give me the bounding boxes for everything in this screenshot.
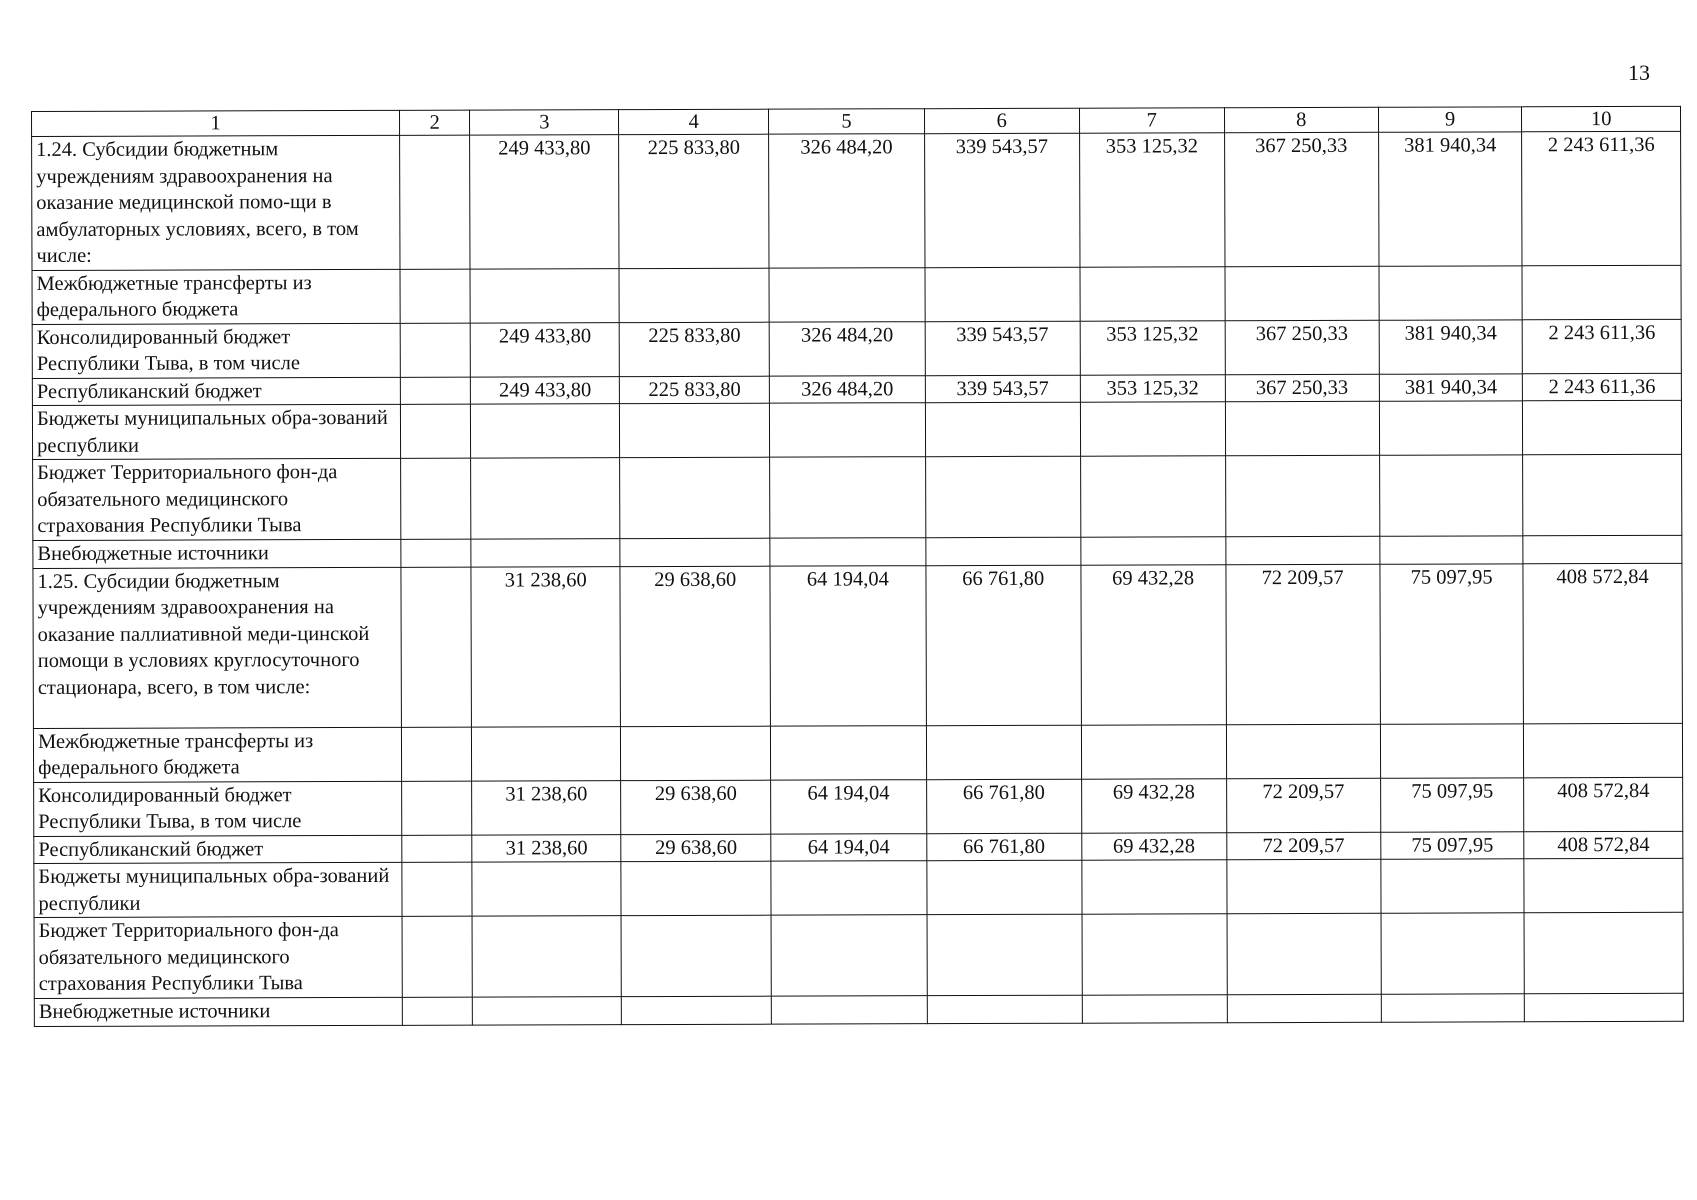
value-cell: 408 572,84	[1524, 777, 1683, 831]
value-cell: 339 543,57	[925, 321, 1080, 375]
value-cell	[402, 835, 472, 863]
column-header: 8	[1224, 107, 1378, 132]
value-cell	[622, 996, 772, 1024]
value-cell: 367 250,33	[1225, 374, 1379, 402]
column-header: 4	[619, 109, 769, 134]
value-cell	[1523, 400, 1682, 454]
value-cell	[1081, 537, 1226, 565]
column-header: 7	[1079, 108, 1224, 133]
value-cell: 225 833,80	[619, 322, 769, 376]
value-cell: 2 243 611,36	[1523, 373, 1682, 401]
column-header: 2	[400, 110, 470, 135]
value-cell	[402, 727, 472, 781]
value-cell: 31 238,60	[472, 780, 621, 834]
value-cell	[402, 916, 472, 997]
value-cell	[1226, 724, 1380, 778]
value-cell	[1522, 265, 1681, 319]
row-label-cell: Внебюджетные источники	[33, 539, 401, 568]
value-cell: 249 433,80	[471, 376, 620, 404]
row-label-cell: Бюджет Территориального фон-да обязательного медицинского страхования Республики Тыва	[34, 916, 402, 998]
value-cell: 75 097,95	[1380, 777, 1524, 831]
value-cell	[620, 457, 770, 538]
value-cell	[771, 915, 927, 996]
value-cell: 66 761,80	[926, 833, 1081, 861]
value-cell	[1381, 913, 1525, 994]
value-cell	[473, 997, 622, 1025]
column-header: 3	[470, 110, 619, 135]
value-cell	[401, 539, 471, 567]
value-cell: 66 761,80	[926, 779, 1081, 833]
value-cell	[771, 861, 926, 915]
table-row	[32, 131, 1681, 270]
value-cell	[401, 404, 471, 458]
table-row	[34, 831, 1683, 864]
value-cell: 31 238,60	[471, 566, 620, 726]
value-cell: 2 243 611,36	[1523, 319, 1682, 373]
value-cell	[770, 457, 926, 538]
value-cell	[925, 402, 1080, 456]
value-cell	[472, 916, 621, 997]
column-header: 10	[1522, 106, 1681, 131]
value-cell: 75 097,95	[1381, 831, 1525, 859]
value-cell: 64 194,04	[771, 833, 926, 861]
value-cell: 326 484,20	[770, 375, 925, 403]
value-cell	[471, 539, 620, 567]
value-cell	[1524, 912, 1683, 993]
value-cell: 381 940,34	[1379, 319, 1523, 373]
row-label-cell: Межбюджетные трансферты из федерального бюджета	[32, 269, 400, 324]
row-label-cell: Республиканский бюджет	[32, 377, 400, 406]
column-header: 5	[769, 109, 924, 134]
row-label-cell: Республиканский бюджет	[34, 835, 402, 864]
value-cell	[401, 458, 471, 539]
value-cell	[471, 458, 620, 539]
value-cell: 69 432,28	[1082, 832, 1227, 860]
value-cell	[619, 268, 769, 322]
value-cell	[1080, 402, 1225, 456]
value-cell: 225 833,80	[620, 376, 770, 404]
value-cell	[1380, 723, 1524, 777]
value-cell	[1524, 858, 1683, 912]
value-cell	[1226, 859, 1380, 913]
table-row	[34, 912, 1683, 998]
row-label-cell: 1.24. Субсидии бюджетным учреждениям здравоохранения на оказание медицинской помо-щи в амбулаторных условиях, всего, в том числе:	[32, 135, 401, 270]
value-cell	[925, 267, 1080, 321]
value-cell	[402, 862, 472, 916]
value-cell: 72 209,57	[1226, 778, 1380, 832]
value-cell	[925, 456, 1081, 537]
value-cell: 31 238,60	[472, 834, 621, 862]
value-cell: 72 209,57	[1225, 564, 1380, 724]
value-cell: 381 940,34	[1379, 373, 1523, 401]
value-cell	[770, 538, 925, 566]
value-cell: 381 940,34	[1378, 132, 1522, 266]
value-cell	[621, 915, 771, 996]
value-cell: 75 097,95	[1380, 563, 1524, 723]
value-cell	[400, 323, 470, 377]
value-cell	[1225, 266, 1379, 320]
value-cell	[620, 403, 770, 457]
value-cell: 69 432,28	[1081, 564, 1226, 724]
column-header: 6	[924, 108, 1079, 133]
row-label-cell: Консолидированный бюджет Республики Тыва, в том числе	[32, 323, 400, 378]
row-label-cell: Межбюджетные трансферты из федерального бюджета	[33, 727, 401, 782]
budget-table	[31, 106, 1684, 1027]
value-cell	[400, 135, 471, 269]
value-cell	[402, 781, 472, 835]
value-cell	[1379, 265, 1523, 319]
table-row	[33, 454, 1682, 540]
value-cell	[400, 269, 470, 323]
value-cell: 367 250,33	[1224, 132, 1379, 266]
value-cell	[1225, 401, 1379, 455]
table-row	[34, 777, 1683, 836]
value-cell: 408 572,84	[1524, 831, 1683, 859]
value-cell	[470, 268, 619, 322]
row-label-cell: Бюджеты муниципальных обра-зований республики	[34, 862, 402, 917]
value-cell	[402, 997, 472, 1025]
value-cell	[1080, 266, 1225, 320]
value-cell	[472, 726, 621, 780]
value-cell: 64 194,04	[770, 565, 926, 725]
column-header: 1	[32, 110, 400, 136]
value-cell: 29 638,60	[621, 780, 771, 834]
value-cell	[471, 404, 620, 458]
value-cell	[1380, 536, 1524, 564]
value-cell	[1524, 723, 1683, 777]
table-row	[33, 563, 1682, 728]
value-cell	[472, 862, 621, 916]
value-cell	[771, 725, 926, 779]
value-cell	[1379, 401, 1523, 455]
value-cell	[1225, 536, 1379, 564]
table-row	[32, 265, 1681, 324]
value-cell: 408 572,84	[1523, 563, 1682, 723]
value-cell	[1379, 455, 1523, 536]
value-cell: 367 250,33	[1225, 320, 1379, 374]
value-cell: 225 833,80	[619, 134, 769, 268]
value-cell	[770, 403, 925, 457]
value-cell	[620, 538, 770, 566]
table-row	[33, 723, 1682, 782]
value-cell	[1227, 913, 1382, 994]
value-cell	[927, 995, 1082, 1023]
value-cell	[1082, 860, 1227, 914]
value-cell	[1080, 456, 1225, 537]
value-cell: 339 543,57	[925, 375, 1080, 403]
row-label-cell: 1.25. Субсидии бюджетным учреждениям здравоохранения на оказание паллиативной меди-цинской помощи в условиях круглосуточного стационара, всего, в том числе:	[33, 567, 402, 728]
value-cell	[621, 861, 771, 915]
table-row	[32, 400, 1681, 459]
value-cell	[1523, 535, 1682, 563]
value-cell	[925, 537, 1080, 565]
value-cell	[1525, 993, 1684, 1021]
row-label-cell: Внебюджетные источники	[34, 997, 402, 1026]
value-cell: 249 433,80	[470, 135, 619, 269]
value-cell	[1225, 455, 1380, 536]
value-cell: 326 484,20	[769, 321, 924, 375]
table-body	[32, 131, 1684, 1026]
value-cell: 353 125,32	[1079, 133, 1224, 267]
value-cell	[769, 267, 924, 321]
value-cell	[1081, 724, 1226, 778]
value-cell: 353 125,32	[1080, 374, 1225, 402]
table-row	[34, 993, 1683, 1026]
value-cell: 29 638,60	[620, 566, 771, 726]
table-row	[34, 858, 1683, 917]
value-cell	[1082, 995, 1227, 1023]
value-cell: 64 194,04	[771, 779, 926, 833]
value-cell: 2 243 611,36	[1522, 131, 1681, 265]
row-label-cell: Бюджет Территориального фон-да обязательного медицинского страхования Республики Тыва	[33, 458, 401, 540]
row-label-cell: Консолидированный бюджет Республики Тыва, в том числе	[34, 781, 402, 836]
value-cell: 326 484,20	[769, 134, 925, 268]
value-cell	[1227, 994, 1381, 1022]
value-cell	[1082, 914, 1227, 995]
table-row	[32, 319, 1681, 378]
value-cell: 69 432,28	[1081, 778, 1226, 832]
value-cell: 249 433,80	[470, 322, 619, 376]
value-cell	[926, 860, 1081, 914]
page-number: 13	[1628, 60, 1650, 85]
value-cell	[927, 914, 1083, 995]
value-cell	[1381, 994, 1525, 1022]
row-label-cell: Бюджеты муниципальных обра-зований республики	[32, 404, 400, 459]
value-cell: 72 209,57	[1226, 832, 1380, 860]
value-cell: 339 543,57	[924, 133, 1080, 267]
value-cell	[1381, 859, 1525, 913]
value-cell	[401, 567, 472, 727]
value-cell	[772, 996, 927, 1024]
value-cell	[926, 725, 1081, 779]
value-cell	[1523, 454, 1682, 535]
column-header: 9	[1378, 107, 1522, 132]
value-cell: 353 125,32	[1080, 320, 1225, 374]
value-cell	[400, 377, 470, 405]
value-cell: 66 761,80	[925, 565, 1081, 725]
value-cell: 29 638,60	[621, 834, 771, 862]
value-cell	[621, 726, 771, 780]
